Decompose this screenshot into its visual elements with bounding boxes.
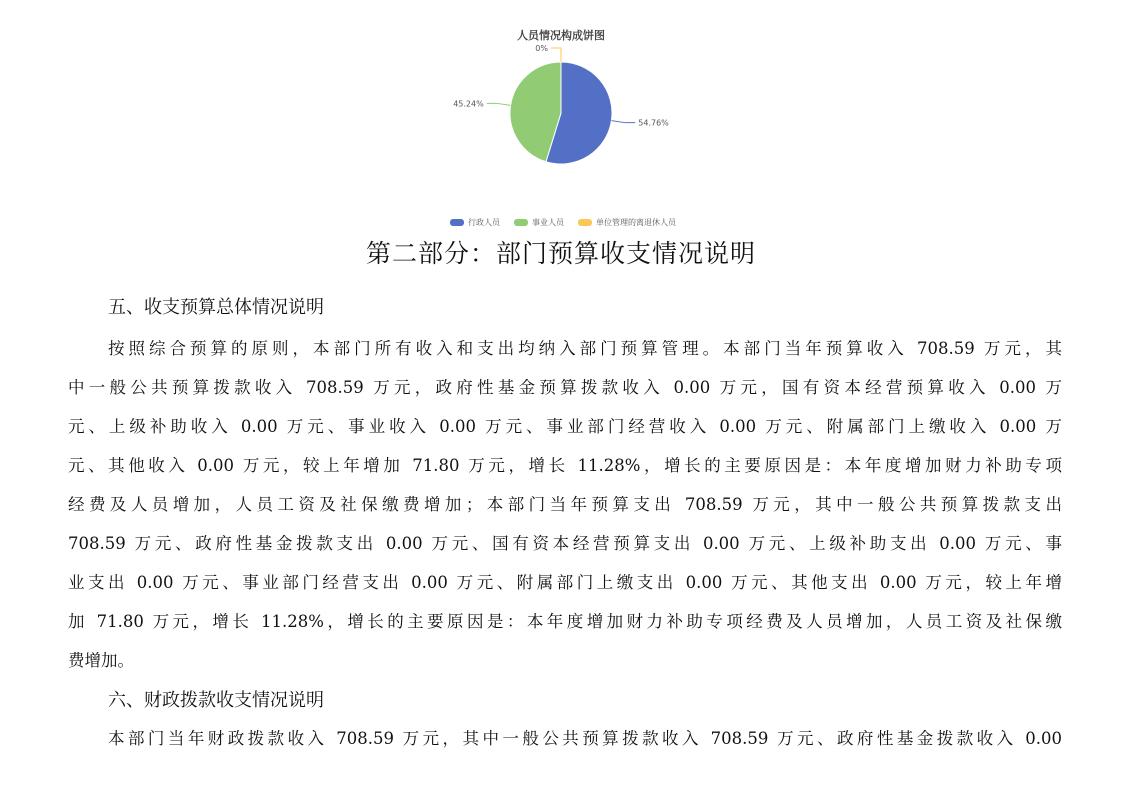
pie-leader-line-0 <box>611 121 635 123</box>
section-5-paragraph <box>68 329 1062 680</box>
section-heading-5: 五、收支预算总体情况说明 <box>108 297 324 318</box>
legend-label-institution: 事业人员 <box>532 218 564 227</box>
pie-label-1: 45.24% <box>453 99 484 109</box>
part-title: 第二部分：部门预算收支情况说明 <box>365 239 756 268</box>
paragraph-line: 元、上级补助收入 0.00 万元、事业收入 0.00 万元、事业部门经营收入 0.00 万元、附属部门上缴收入 0.00 万 <box>68 417 1062 436</box>
paragraph-line: 费增加。 <box>68 651 134 670</box>
paragraph-line: 708.59 万元、政府性基金拨款支出 0.00 万元、国有资本经营预算支出 0.00 万元、上级补助支出 0.00 万元、事 <box>68 534 1062 553</box>
paragraph-line: 经费及人员增加，人员工资及社保缴费增加；本部门当年预算支出 708.59 万元，其中一般公共预算拨款支出 <box>68 495 1062 514</box>
pie-label-2: 0% <box>535 44 548 53</box>
paragraph-line: 元、其他收入 0.00 万元，较上年增加 71.80 万元，增长 11.28%，增长的主要原因是：本年度增加财力补助专项 <box>68 456 1062 475</box>
legend-item-retired[interactable] <box>578 217 676 228</box>
paragraph-line: 按照综合预算的原则，本部门所有收入和支出均纳入部门预算管理。本部门当年预算收入 708.59 万元，其 <box>108 339 1062 358</box>
pie-chart <box>0 0 1122 215</box>
legend-item-institution[interactable] <box>514 217 564 228</box>
chart-title: 人员情况构成饼图 <box>517 29 605 42</box>
chart-legend <box>450 217 676 228</box>
legend-label-retired: 单位管理的离退休人员 <box>596 218 676 227</box>
pie-leader-line-1 <box>487 103 511 105</box>
paragraph-line: 本部门当年财政拨款收入 708.59 万元，其中一般公共预算拨款收入 708.59 万元、政府性基金拨款收入 0.00 <box>108 729 1062 748</box>
paragraph-line: 中一般公共预算拨款收入 708.59 万元，政府性基金预算拨款收入 0.00 万元，国有资本经营预算收入 0.00 万 <box>68 378 1062 397</box>
legend-item-admin[interactable] <box>450 217 500 228</box>
legend-label-admin: 行政人员 <box>468 218 500 227</box>
legend-swatch-admin <box>450 219 464 226</box>
paragraph-line: 加 71.80 万元，增长 11.28%，增长的主要原因是：本年度增加财力补助专项经费及人员增加，人员工资及社保缴 <box>68 612 1062 631</box>
legend-swatch-retired <box>578 219 592 226</box>
legend-swatch-institution <box>514 219 528 226</box>
section-6-paragraph <box>68 719 1062 758</box>
pie-leader-line-2 <box>551 48 561 62</box>
paragraph-line: 业支出 0.00 万元、事业部门经营支出 0.00 万元、附属部门上缴支出 0.00 万元、其他支出 0.00 万元，较上年增 <box>68 573 1062 592</box>
pie-label-0: 54.76% <box>638 118 669 128</box>
section-heading-6: 六、财政拨款收支情况说明 <box>108 690 324 711</box>
